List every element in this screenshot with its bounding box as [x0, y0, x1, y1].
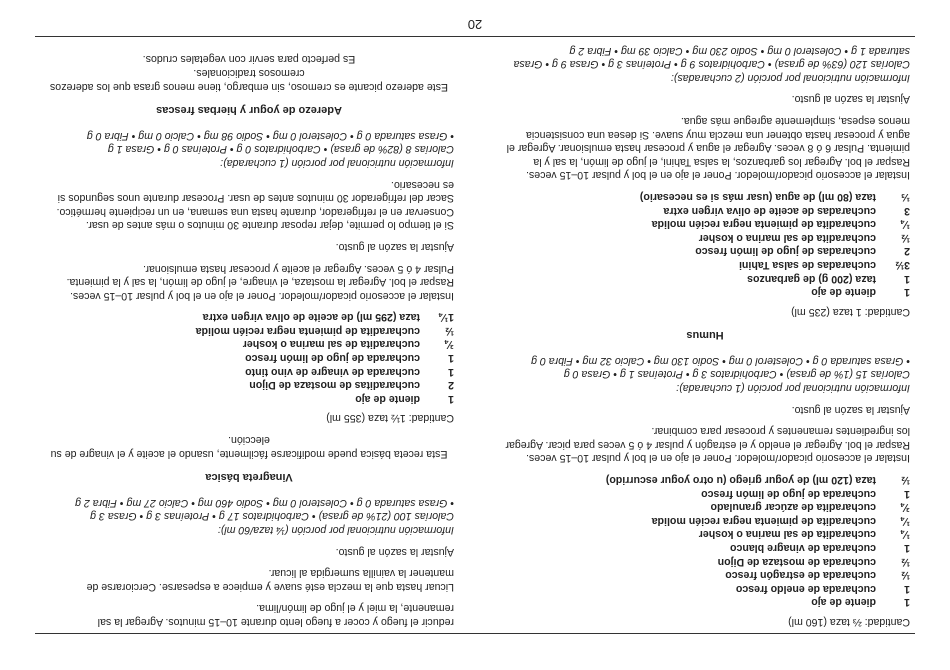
ingredient-row: 1 cucharada de vinagre blanco: [729, 542, 910, 555]
hummus-yield: Cantidad: 1 taza (235 ml): [791, 305, 910, 318]
yogurt-dressing-intro: Es perfecto para servir con vegetales crudos.: [142, 53, 356, 66]
ingredient-row: 2 cucharadas de jugo de limón fresco: [695, 245, 910, 258]
vinaigrette-intro: Esta receta básica puede modificarse fácilmente, usando el aceite y el vinagre de su elección.: [50, 434, 448, 460]
vinaigrette-nutrition-title: Información nutricional por porción (1 cucharada):: [220, 156, 454, 169]
ingredient-row: 2 cucharaditas de mostaza de Dijon: [249, 379, 454, 392]
ingredient-row: ¼ cucharadita de pimienta negra recién molida: [651, 218, 910, 231]
ingredient-row: ¾ cucharadita de sal marina o kosher: [242, 338, 454, 351]
hummus-nutrition-title: Información nutricional por porción (2 cucharadas):: [670, 71, 910, 84]
syrup-nutrition-line: Calorías 100 (21% de grasa) • Carbohidratos 17 g • Proteínas 3 g • Grasa 3 g: [90, 510, 454, 523]
hummus-ingredients: [500, 189, 910, 298]
hummus-title: Humus: [686, 329, 724, 342]
bottom-rule: [35, 36, 915, 37]
yogurt-dressing-intro: Este aderezo picante es cremoso, sin embargo, tiene menos grasa que los aderezos cremosos tradicionales.: [49, 67, 449, 93]
vinaigrette-method: Instalar el accesorio picador/moledor. Poner el ajo en el bol y pulsar 10–15 veces. Raspar el bol. Agregar la mostaza, el vinagre, el jugo de limón, la sal y la pimienta. Pulsar 4 ó 5 veces. Agregar el aceite y procesar hasta emulsionar.: [66, 262, 454, 302]
hummus-method: Instalar el accesorio picador/moledor. Poner el ajo en el bol y pulsar 10–15 veces. Raspar el bol. Agregar los garbanzos, la salsa Tahini, el jugo de limón, la sal y la pimienta. Pulsar 6 ó 8 veces. Agregar el agua y procesar hasta emulsionar. Agregar el agua y procesar hasta obtener una mezcla muy suave. Si desea una consistencia menos espesa, simplemente agregue más agua.: [506, 115, 910, 182]
ingredient-row: 1 diente de ajo: [811, 286, 910, 299]
dill-yield: Cantidad: ⅔ taza (160 ml): [788, 616, 910, 628]
syrup-blend-step: Licuar hasta que la mezcla esté suave y empiece a espesarse. Cerciorarse de mantener la vainilla sumergida al licuar.: [86, 567, 454, 593]
ingredient-row: ¼ cucharadita de sal marina o kosher: [698, 528, 910, 541]
dill-nutrition-line: Calorías 15 (1% de grasa) • Carbohidratos 3 g • Proteínas 1 g • Grasa 0 g: [563, 368, 910, 381]
ingredient-row: 1¼ taza (295 ml) de aceite de oliva virgen extra: [202, 311, 454, 324]
ingredient-row: ¼ cucharadita de pimienta negra recién molida: [651, 514, 910, 527]
left-column: [500, 31, 910, 628]
vinaigrette-nutrition-line: • Grasa saturada 0 g • Colesterol 0 mg • Sodio 98 mg • Calcio 0 mg • Fibra 0 g: [86, 129, 454, 142]
ingredient-row: 1 taza (200 g) de garbanzos: [747, 272, 910, 285]
ingredient-row: 1 cucharada de jugo de limón fresco: [245, 352, 454, 365]
dill-ingredients: [500, 472, 910, 608]
dill-nutrition-title: Información nutricional por porción (1 cucharada):: [676, 382, 910, 395]
ingredient-row: ½ cucharadita de pimienta negra recién molida: [195, 324, 454, 337]
syrup-season: Ajustar la sazón al gusto.: [335, 545, 454, 558]
page-number: 20: [467, 17, 483, 32]
ingredient-row: 3 cucharadas de aceite de oliva virgen extra: [663, 204, 910, 217]
right-column: [44, 52, 454, 628]
ingredient-row: ½ cucharada de estragón fresco: [725, 569, 910, 582]
syrup-nutrition-title: Información nutricional por porción (¼ taza/60 ml):: [217, 524, 454, 537]
ingredient-row: 1 cucharada de jugo de limón fresco: [701, 487, 910, 500]
ingredient-row: ½ taza (120 ml) de yogur griego (u otro yogur escurrido): [605, 474, 910, 487]
syrup-method-continued: reducir el fuego y cocer a fuego lento durante 10–15 minutos. Agregar la sal remanente, la miel y el jugo de limón/lima.: [97, 602, 454, 628]
ingredient-row: ⅓ taza (80 ml) de agua (usar más si es necesario): [639, 190, 910, 203]
ingredient-row: ½ cucharada de mostaza de Dijon: [717, 555, 910, 568]
ingredient-row: 3½ cucharadas de salsa Tahini: [739, 258, 910, 271]
vinaigrette-yield: Cantidad: 1½ taza (355 ml): [326, 412, 454, 425]
hummus-nutrition-line: Calorías 120 (63% de grasa) • Carbohidratos 9 g • Proteínas 3 g • Grasa 9 g • Grasa saturada 1 g • Colesterol 0 mg • Sodio 230 mg • Calcio 39 mg • Fibra 2 g: [513, 44, 910, 71]
ingredient-row: 1 cucharada de vinagre de vino tinto: [245, 365, 454, 378]
ingredient-row: ½ cucharadita de sal marina o kosher: [698, 231, 910, 244]
vinaigrette-tip: Si el tiempo lo permite, dejar reposar durante 30 minutos o más antes de usar. Conservar en el refrigerador, durante hasta una semana, en un recipiente hermético. Sacar del refrigerador 30 minutos antes de usar. Procesar durante unos segundos si es necesario.: [56, 178, 454, 232]
syrup-nutrition-line: • Grasa saturada 0 g • Colesterol 0 mg • Sodio 460 mg • Calcio 27 mg • Fibra 2 g: [75, 496, 454, 509]
dill-season: Ajustar la sazón al gusto.: [791, 403, 910, 416]
ingredient-row: 1 diente de ajo: [811, 596, 910, 609]
vinaigrette-title: Vinagreta básica: [205, 471, 293, 484]
vinaigrette-season: Ajustar la sazón al gusto.: [335, 240, 454, 253]
yogurt-dressing-title: Aderezo de yogur y hierbas frescas: [156, 104, 342, 117]
hummus-season: Ajustar la sazón al gusto.: [791, 93, 910, 106]
top-rule: [35, 633, 915, 634]
dill-method: Instalar el accesorio picador/moledor. Poner el ajo en el bol y pulsar 10–15 veces. Raspar el bol. Agregar el eneldo y el estragón y pulsar 4 ó 5 veces para picar. Agregar los ingredientes remanentes y procesar para combinar.: [505, 425, 910, 465]
vinaigrette-ingredients: [44, 310, 454, 405]
ingredient-row: ¾ cucharadita de azúcar granulado: [710, 501, 910, 514]
dill-nutrition-line: • Grasa saturada 0 g • Colesterol 0 mg • Sodio 130 mg • Calcio 32 mg • Fibra 0 g: [531, 354, 910, 367]
vinaigrette-nutrition-line: Calorías 8 (82% de grasa) • Carbohidratos 0 g • Proteínas 0 g • Grasa 1 g: [107, 143, 454, 156]
ingredient-row: 1 cucharada de eneldo fresco: [735, 582, 910, 595]
ingredient-row: 1 diente de ajo: [355, 392, 454, 405]
